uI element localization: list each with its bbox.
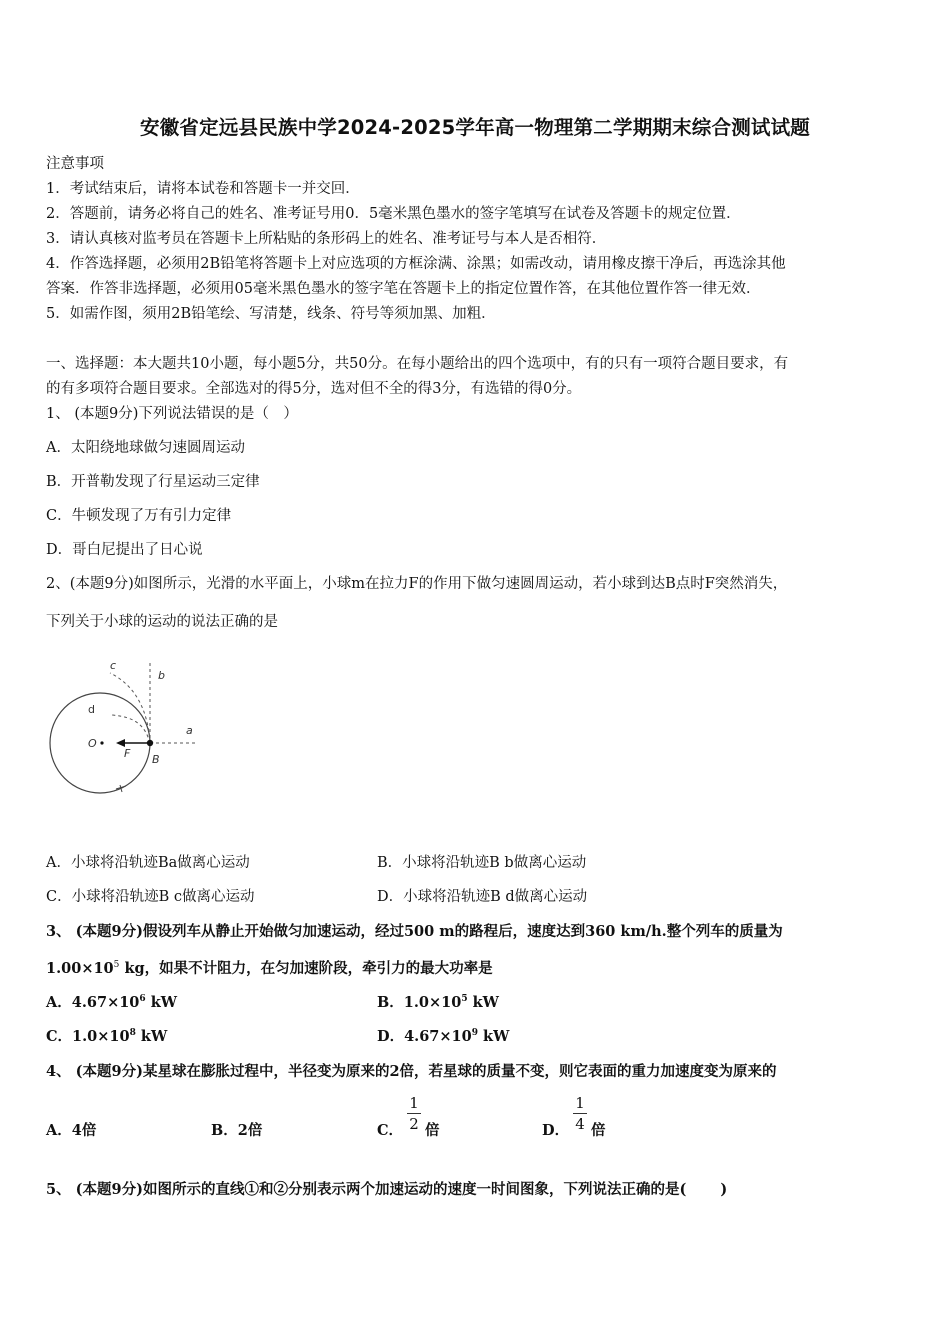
option-c-unit: 倍 (425, 1122, 440, 1139)
option-c: C．小球将沿轨迹B c做离心运动 (46, 889, 255, 905)
mass-value: 1.00×10 (46, 960, 114, 977)
option-c: C．牛顿发现了万有引力定律 (46, 508, 232, 524)
notice-heading: 注意事项 (46, 156, 104, 172)
option-a: A．4倍 (46, 1122, 97, 1139)
option-d: D．小球将沿轨迹B d做离心运动 (377, 889, 588, 905)
label-ball-b: B (152, 753, 160, 766)
section-line: 一、选择题：本大题共10小题，每小题5分，共50分。在每小题给出的四个选项中，有的只有一项符合题目要求，有 (46, 356, 789, 372)
section-line: 的有多项符合题目要求。全部选对的得5分，选对但不全的得3分，有选错的得0分。 (46, 381, 582, 397)
option-d-exp: 9 (471, 1028, 478, 1039)
notice-item: 5．如需作图，须用2B铅笔绘、写清楚，线条、符号等须加黑、加粗． (46, 306, 496, 322)
exam-title: 安徽省定远县民族中学2024-2025学年高一物理第二学期期末综合测试试题 (139, 116, 811, 139)
option-d: D．哥白尼提出了日心说 (46, 542, 203, 558)
fraction-denominator: 2 (409, 1115, 419, 1133)
notice-item: 3．请认真核对监考员在答题卡上所粘贴的条形码上的姓名、准考证号与本人是否相符． (46, 231, 607, 247)
fraction-bar (407, 1113, 421, 1114)
label-b: b (158, 669, 165, 682)
option-b: B．小球将沿轨迹B b做离心运动 (377, 855, 587, 871)
option-d-unit: kW (477, 1028, 510, 1045)
option-b-exp: 5 (461, 994, 468, 1005)
option-a: A．太阳绕地球做匀速圆周运动 (46, 440, 245, 456)
option-b-base: B．1.0×10 (377, 994, 462, 1011)
mass-exponent: 5 (113, 960, 120, 971)
mass-rest: kg，如果不计阻力，在匀加速阶段，牵引力的最大功率是 (119, 960, 493, 977)
circular-motion-figure (40, 655, 210, 800)
fraction-quarter (573, 1094, 587, 1133)
option-d-base: D．4.67×10 (377, 1028, 472, 1045)
option-a: A．小球将沿轨迹Ba做离心运动 (46, 855, 250, 871)
option-d-unit: 倍 (591, 1122, 606, 1139)
option-a-unit: kW (145, 994, 178, 1011)
question-stem: 1、 (本题9分)下列说法错误的是（ ） (46, 406, 298, 422)
option-b (377, 991, 499, 1012)
label-d: d (88, 703, 95, 716)
label-c: c (110, 659, 117, 672)
option-b-unit: kW (467, 994, 499, 1011)
fraction-bar (573, 1113, 587, 1114)
center-point (100, 741, 103, 744)
label-f: F (124, 747, 131, 760)
option-b: B．2倍 (211, 1122, 263, 1139)
fraction-half (407, 1094, 421, 1133)
notice-item: 答案．作答非选择题，必须用05毫米黑色墨水的签字笔在答题卡上的指定位置作答，在其他位置作答一律无效． (46, 281, 761, 297)
option-a-exp: 6 (139, 994, 146, 1005)
motion-mark-icon (116, 785, 126, 792)
fraction-numerator: 1 (575, 1094, 585, 1112)
path-c (110, 673, 150, 743)
arrowhead-icon (116, 739, 125, 747)
question-stem: 3、 (本题9分)假设列车从静止开始做匀加速运动，经过500 m的路程后，速度达到360 km/h.整个列车的质量为 (46, 923, 783, 940)
label-o: O (88, 737, 97, 750)
fraction-numerator: 1 (409, 1094, 419, 1112)
notice-item: 2．答题前，请务必将自己的姓名、准考证号用0．5毫米黑色墨水的签字笔填写在试卷及答题卡的规定位置． (46, 206, 741, 222)
option-c-label: C． (377, 1122, 404, 1139)
option-d-label: D． (542, 1122, 570, 1139)
question-stem: 2、(本题9分)如图所示，光滑的水平面上，小球m在拉力F的作用下做匀速圆周运动，若小球到达B点时F突然消失， (46, 576, 788, 592)
notice-item: 1．考试结束后，请将本试卷和答题卡一并交回． (46, 181, 360, 197)
option-c-unit: kW (135, 1028, 168, 1045)
option-c-exp: 8 (129, 1028, 136, 1039)
option-a-base: A．4.67×10 (46, 994, 140, 1011)
notice-item: 4．作答选择题，必须用2B铅笔将答题卡上对应选项的方框涂满、涂黑；如需改动，请用橡皮擦干净后，再选涂其他 (46, 256, 786, 272)
ball-point (147, 740, 153, 746)
option-c-base: C．1.0×10 (46, 1028, 130, 1045)
option-a (46, 991, 177, 1012)
option-d (377, 1025, 509, 1046)
question-stem-cont: 下列关于小球的运动的说法正确的是 (46, 614, 278, 630)
option-c (46, 1025, 167, 1046)
fraction-denominator: 4 (575, 1115, 585, 1133)
label-a: a (186, 724, 193, 737)
option-b: B．开普勒发现了行星运动三定律 (46, 474, 260, 490)
question-stem: 5、 (本题9分)如图所示的直线①和②分别表示两个加速运动的速度一时间图象，下列说法正确的是( ) (46, 1181, 728, 1198)
question-stem-cont (46, 957, 493, 978)
question-stem: 4、 (本题9分)某星球在膨胀过程中，半径变为原来的2倍，若星球的质量不变，则它表面的重力加速度变为原来的 (46, 1063, 777, 1080)
